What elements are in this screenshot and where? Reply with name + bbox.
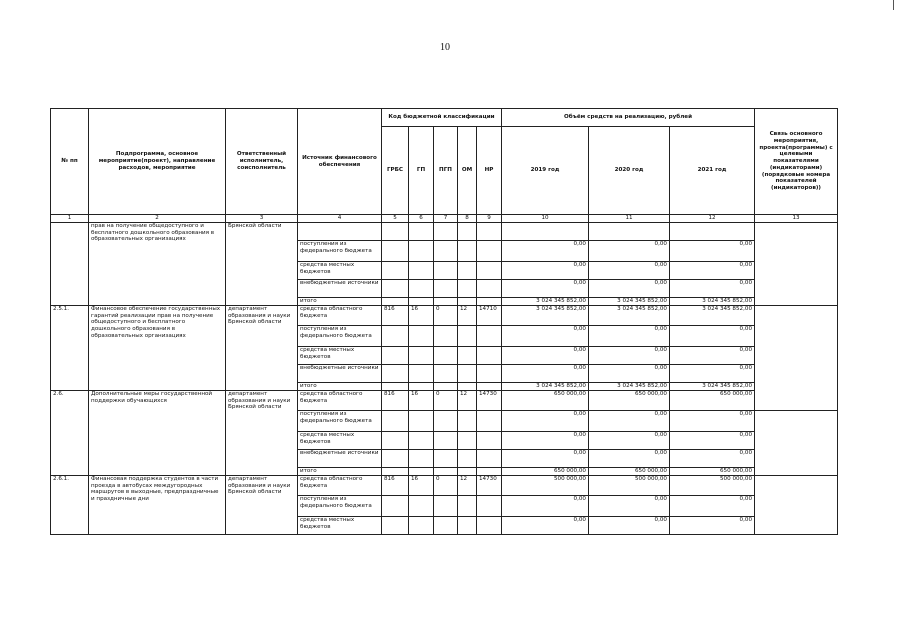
- row-number: 2.6.1.: [51, 476, 89, 535]
- code-pgp: 0: [434, 306, 458, 326]
- row-source: поступления из федерального бюджета: [298, 326, 382, 347]
- row-source: средства местных бюджетов: [298, 517, 382, 535]
- column-number: 10: [502, 215, 589, 223]
- row-number: 2.6.: [51, 391, 89, 476]
- value-2019: 0,00: [502, 450, 589, 468]
- column-number: 13: [755, 215, 838, 223]
- header-program: Подпрограмма, основное мероприятие(проект), направление расходов, мероприятие: [89, 109, 226, 215]
- value-2020: 0,00: [589, 326, 670, 347]
- value-2020: 0,00: [589, 411, 670, 432]
- value-2019: 0,00: [502, 432, 589, 450]
- value-2019: 650 000,00: [502, 391, 589, 411]
- value-2020: 500 000,00: [589, 476, 670, 496]
- code-nr: 14710: [477, 306, 502, 326]
- code-gp: 16: [409, 476, 434, 496]
- value-2021: 500 000,00: [670, 476, 755, 496]
- value-2021: 650 000,00: [670, 468, 755, 476]
- code-nr: 14730: [477, 391, 502, 411]
- row-link: [755, 306, 838, 411]
- value-2020: 0,00: [589, 450, 670, 468]
- header-budget-code: Код бюджетной классификации: [382, 109, 502, 127]
- value-2019: 0,00: [502, 326, 589, 347]
- value-2019: 3 024 345 852,00: [502, 298, 589, 306]
- row-source: итого: [298, 383, 382, 391]
- header-pgp: ПГП: [434, 127, 458, 215]
- row-source: поступления из федерального бюджета: [298, 411, 382, 432]
- value-2020: 0,00: [589, 432, 670, 450]
- row-source: поступления из федерального бюджета: [298, 241, 382, 262]
- value-2019: 0,00: [502, 517, 589, 535]
- table-row: [51, 306, 838, 326]
- value-2021: 3 024 345 852,00: [670, 298, 755, 306]
- value-2020: 0,00: [589, 517, 670, 535]
- value-2021: 0,00: [670, 432, 755, 450]
- column-number: 7: [434, 215, 458, 223]
- value-2019: 500 000,00: [502, 476, 589, 496]
- row-source: поступления из федерального бюджета: [298, 496, 382, 517]
- column-number: 1: [51, 215, 89, 223]
- row-link: [755, 411, 838, 476]
- value-2019: 650 000,00: [502, 468, 589, 476]
- column-number: 9: [477, 215, 502, 223]
- column-number: 4: [298, 215, 382, 223]
- value-2020: 0,00: [589, 280, 670, 298]
- row-number: [51, 223, 89, 306]
- row-source: средства областного бюджета: [298, 306, 382, 326]
- value-2021: 0,00: [670, 280, 755, 298]
- header-2019: 2019 год: [502, 127, 589, 215]
- header-om: ОМ: [458, 127, 477, 215]
- code-om: [458, 223, 477, 241]
- row-source: средства областного бюджета: [298, 476, 382, 496]
- row-title: Финансовая поддержка студентов в части проезда в автобусах междугородных маршрутов в выходные, предпраздничные и праздничные дни: [89, 476, 226, 535]
- row-link: [755, 476, 838, 535]
- value-2019: 0,00: [502, 496, 589, 517]
- value-2020: 3 024 345 852,00: [589, 306, 670, 326]
- code-grbs: 816: [382, 476, 409, 496]
- table-row: [51, 223, 838, 241]
- row-source: средства областного бюджета: [298, 391, 382, 411]
- code-nr: 14730: [477, 476, 502, 496]
- value-2021: 0,00: [670, 262, 755, 280]
- value-2021: 0,00: [670, 411, 755, 432]
- table-row: [51, 476, 838, 496]
- row-executor: департамент образования и науки Брянской области: [226, 306, 298, 391]
- value-2021: 0,00: [670, 365, 755, 383]
- value-2020: 3 024 345 852,00: [589, 383, 670, 391]
- header-gp: ГП: [409, 127, 434, 215]
- row-number: 2.5.1.: [51, 306, 89, 391]
- value-2019: 0,00: [502, 262, 589, 280]
- column-number: 6: [409, 215, 434, 223]
- value-2019: 3 024 345 852,00: [502, 383, 589, 391]
- value-2020: 3 024 345 852,00: [589, 298, 670, 306]
- row-source: средства местных бюджетов: [298, 347, 382, 365]
- header-executor: Ответственный исполнитель, соисполнитель: [226, 109, 298, 215]
- value-2020: 650 000,00: [589, 468, 670, 476]
- value-2019: 0,00: [502, 411, 589, 432]
- row-source: внебюджетные источники: [298, 365, 382, 383]
- header-source: Источник финансового обеспечения: [298, 109, 382, 215]
- code-om: 12: [458, 306, 477, 326]
- column-number: 2: [89, 215, 226, 223]
- code-om: 12: [458, 476, 477, 496]
- value-2021: 3 024 345 852,00: [670, 383, 755, 391]
- value-2021: 0,00: [670, 241, 755, 262]
- column-number: 3: [226, 215, 298, 223]
- code-pgp: 0: [434, 476, 458, 496]
- code-pgp: [434, 223, 458, 241]
- row-source: итого: [298, 298, 382, 306]
- row-executor: департамент образования и науки Брянской области: [226, 391, 298, 476]
- value-2021: 3 024 345 852,00: [670, 306, 755, 326]
- row-title: Финансовое обеспечение государственных гарантий реализации прав на получение общедоступного и бесплатного дошкольного образования в образовательных организациях: [89, 306, 226, 391]
- code-gp: 16: [409, 391, 434, 411]
- code-gp: 16: [409, 306, 434, 326]
- value-2021: 0,00: [670, 326, 755, 347]
- code-gp: [409, 223, 434, 241]
- row-link: [755, 223, 838, 306]
- header-2020: 2020 год: [589, 127, 670, 215]
- page-number: 10: [440, 42, 450, 53]
- row-source: средства местных бюджетов: [298, 262, 382, 280]
- column-number-row: [51, 215, 838, 223]
- budget-table: [50, 108, 838, 535]
- header-link: Связь основного мероприятия, проекта(программы) с целевыми показателями (индикаторами) (порядковые номера показателей (индикаторов)): [755, 109, 838, 215]
- header-nr: НР: [477, 127, 502, 215]
- column-number: 5: [382, 215, 409, 223]
- row-title: прав на получение общедоступного и бесплатного дошкольного образования в образовательных организациях: [89, 223, 226, 306]
- code-grbs: [382, 223, 409, 241]
- column-number: 12: [670, 215, 755, 223]
- row-source: средства местных бюджетов: [298, 432, 382, 450]
- value-2020: 0,00: [589, 496, 670, 517]
- value-2021: 650 000,00: [670, 391, 755, 411]
- value-2019: 0,00: [502, 347, 589, 365]
- header-2021: 2021 год: [670, 127, 755, 215]
- value-2019: 3 024 345 852,00: [502, 306, 589, 326]
- row-source: внебюджетные источники: [298, 450, 382, 468]
- code-nr: [477, 223, 502, 241]
- row-source: итого: [298, 468, 382, 476]
- value-2020: 0,00: [589, 241, 670, 262]
- header-no: № пп: [51, 109, 89, 215]
- value-2019: 0,00: [502, 280, 589, 298]
- row-executor: Брянской области: [226, 223, 298, 306]
- row-source: внебюджетные источники: [298, 280, 382, 298]
- row-title: Дополнительные меры государственной поддержки обучающихся: [89, 391, 226, 476]
- value-2019: 0,00: [502, 241, 589, 262]
- value-2021: 0,00: [670, 347, 755, 365]
- row-executor: департамент образования и науки Брянской области: [226, 476, 298, 535]
- header-grbs: ГРБС: [382, 127, 409, 215]
- header-volume: Объём средств на реализацию, рублей: [502, 109, 755, 127]
- value-2021: 0,00: [670, 496, 755, 517]
- column-number: 8: [458, 215, 477, 223]
- table-row: [51, 391, 838, 411]
- value-2020: 650 000,00: [589, 391, 670, 411]
- code-grbs: 816: [382, 391, 409, 411]
- value-2021: 0,00: [670, 450, 755, 468]
- value-2020: 0,00: [589, 262, 670, 280]
- scan-mark: [893, 0, 894, 10]
- value-2019: 0,00: [502, 365, 589, 383]
- row-source: [298, 223, 382, 241]
- value-2020: 0,00: [589, 347, 670, 365]
- code-om: 12: [458, 391, 477, 411]
- value-2021: 0,00: [670, 517, 755, 535]
- column-number: 11: [589, 215, 670, 223]
- value-2020: 0,00: [589, 365, 670, 383]
- code-grbs: 816: [382, 306, 409, 326]
- code-pgp: 0: [434, 391, 458, 411]
